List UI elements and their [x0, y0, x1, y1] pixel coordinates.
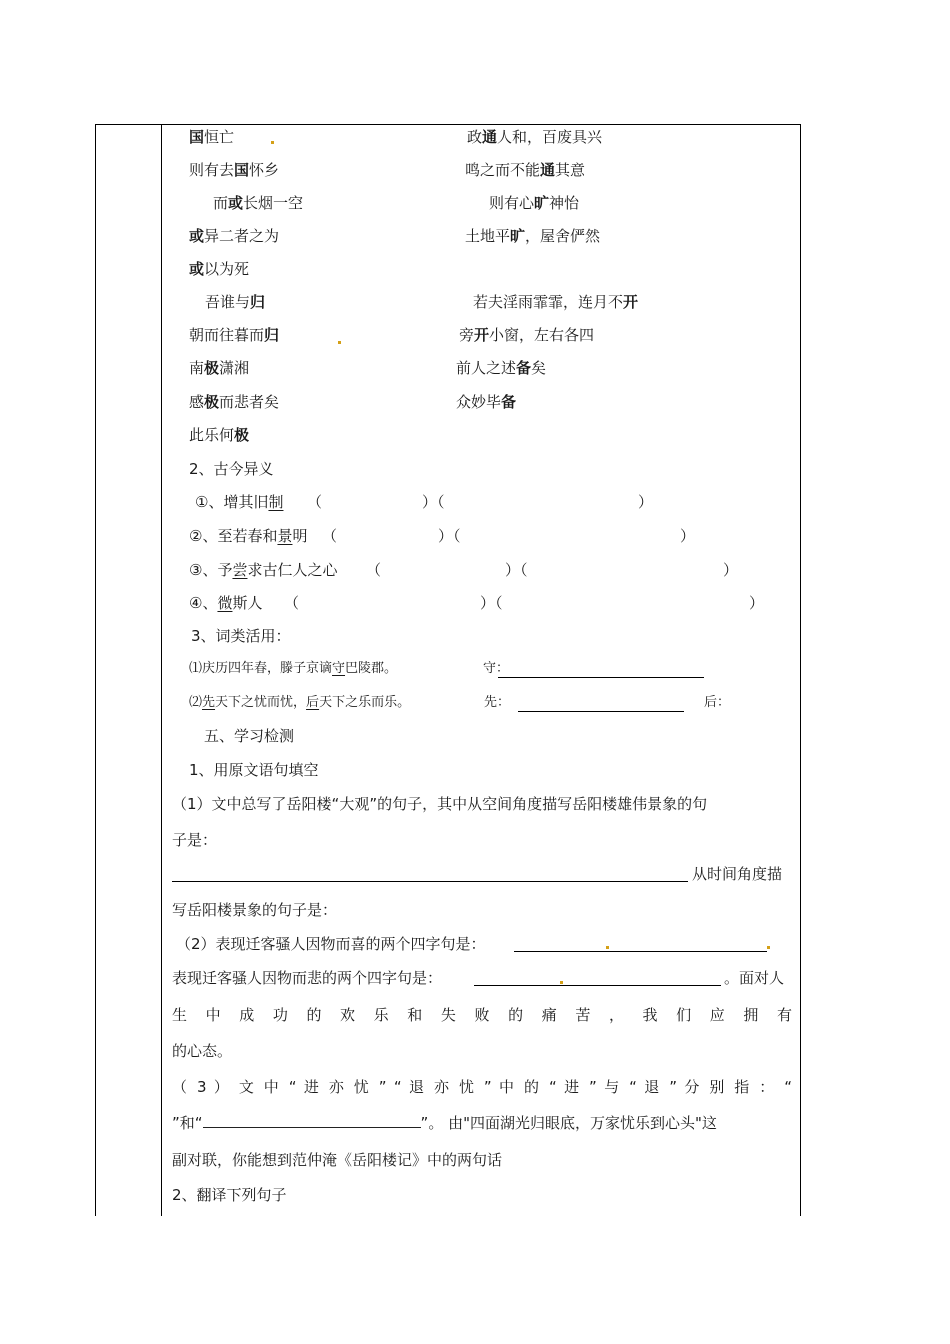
table-top-border — [95, 124, 801, 125]
word-right-4: 土地平旷，屋舍俨然 — [465, 227, 601, 245]
word-left-6: 吾谁与归 — [205, 293, 266, 311]
table-left-border — [95, 124, 96, 1216]
cilei-item-2: ⑵先天下之忧而忧，后天下之乐而乐。 — [189, 695, 411, 710]
gujin-item-2: ②、至若春和景明 — [189, 527, 308, 545]
word-right-9: 众妙毕备 — [456, 393, 517, 411]
gujin-paren-3c: ） — [723, 561, 739, 579]
gujin-paren-3b: ）（ — [505, 561, 528, 579]
cilei-label-1: 守： — [483, 661, 510, 676]
word-left-2: 则有去国怀乡 — [189, 161, 280, 179]
word-left-8: 南极潇湘 — [189, 359, 250, 377]
word-left-9: 感极而悲者矣 — [189, 393, 280, 411]
q3-line-b: ”和“ ”。 由"四面湖光归眼底，万家忧乐到心头"这 — [172, 1114, 717, 1132]
gujin-paren-4c: ） — [749, 594, 765, 612]
q1-answer-line — [172, 881, 688, 882]
gujin-paren-1b: ）（ — [422, 493, 445, 511]
word-right-7: 旁开小窗，左右各四 — [459, 326, 595, 344]
gujin-paren-4b: ）（ — [480, 594, 503, 612]
cilei-heading: 3、词类活用： — [191, 627, 291, 645]
word-right-8: 前人之述备矣 — [456, 359, 547, 377]
gujin-item-4: ④、微斯人 — [189, 594, 263, 612]
q3-line-a: （ 3 ） 文 中 “ 进 亦 忧 ” “ 退 亦 忧 ” 中 的 “ 进 ” 与 “ 退 ” 分 别 指 ： “ — [172, 1078, 792, 1096]
word-left-10: 此乐何极 — [189, 426, 250, 444]
gujin-heading: 2、古今异义 — [189, 460, 274, 478]
q1-line-c: 从时间角度描 — [692, 865, 783, 883]
cilei-label-2a: 先： — [484, 695, 511, 710]
cilei-answer-line-2 — [518, 711, 684, 712]
word-right-2: 鸣之而不能通其意 — [465, 161, 586, 179]
q2-answer-line-2 — [474, 985, 721, 986]
scan-mark — [767, 946, 770, 949]
scan-mark — [338, 341, 341, 344]
q2-answer-line-1 — [514, 951, 767, 952]
gujin-paren-4a: （ — [284, 594, 300, 612]
section5-heading: 五、学习检测 — [204, 727, 295, 745]
word-left-5: 或以为死 — [189, 260, 250, 278]
scan-mark — [560, 981, 563, 984]
gujin-item-3: ③、予尝求古仁人之心 — [189, 561, 338, 579]
word-left-3: 而或长烟一空 — [213, 194, 304, 212]
scan-mark — [606, 946, 609, 949]
gujin-item-1: ①、增其旧制 — [195, 493, 284, 511]
table-column-divider — [161, 124, 162, 1216]
gujin-paren-2b: ）（ — [438, 527, 461, 545]
gujin-paren-1c: ） — [638, 493, 654, 511]
gujin-paren-2c: ） — [680, 527, 696, 545]
q2-line-c: 生 中 成 功 的 欢 乐 和 失 败 的 痛 苦 ， 我 们 应 拥 有 — [172, 1006, 792, 1024]
q1-line-a: （1）文中总写了岳阳楼“大观”的句子，其中从空间角度描写岳阳楼雄伟景象的句 — [172, 795, 708, 813]
word-left-1: 国恒亡 — [189, 128, 235, 146]
q3-answer-blank — [203, 1113, 421, 1128]
word-right-3: 则有心旷神怡 — [489, 194, 580, 212]
gujin-paren-2a: （ — [322, 527, 338, 545]
cilei-answer-line-1 — [498, 677, 704, 678]
cilei-item-1: ⑴庆历四年春，滕子京谪守巴陵郡。 — [189, 661, 398, 676]
table-right-border — [800, 124, 801, 1216]
cilei-label-2b: 后： — [704, 695, 731, 710]
gujin-paren-3a: （ — [366, 561, 382, 579]
q4-heading: 2、翻译下列句子 — [172, 1186, 287, 1204]
word-left-7: 朝而往暮而归 — [189, 326, 280, 344]
q2-line-a: （2）表现迁客骚人因物而喜的两个四字句是： — [176, 935, 486, 953]
scan-mark — [271, 141, 274, 144]
q1-line-d: 写岳阳楼景象的句子是： — [172, 901, 338, 919]
gujin-paren-1a: （ — [307, 493, 323, 511]
q2-line-b: 表现迁客骚人因物而悲的两个四字句是： — [172, 969, 443, 987]
q3-line-c: 副对联，你能想到范仲淹《岳阳楼记》中的两句话 — [172, 1151, 503, 1169]
q2-line-d: 的心态。 — [172, 1042, 233, 1060]
word-right-1: 政通人和，百废具兴 — [467, 128, 603, 146]
q1-heading: 1、用原文语句填空 — [189, 761, 319, 779]
q1-line-b: 子是： — [172, 831, 218, 849]
word-left-4: 或异二者之为 — [189, 227, 280, 245]
q2-line-b-end: 。面对人 — [724, 969, 785, 987]
word-right-6: 若夫淫雨霏霏，连月不开 — [473, 293, 639, 311]
